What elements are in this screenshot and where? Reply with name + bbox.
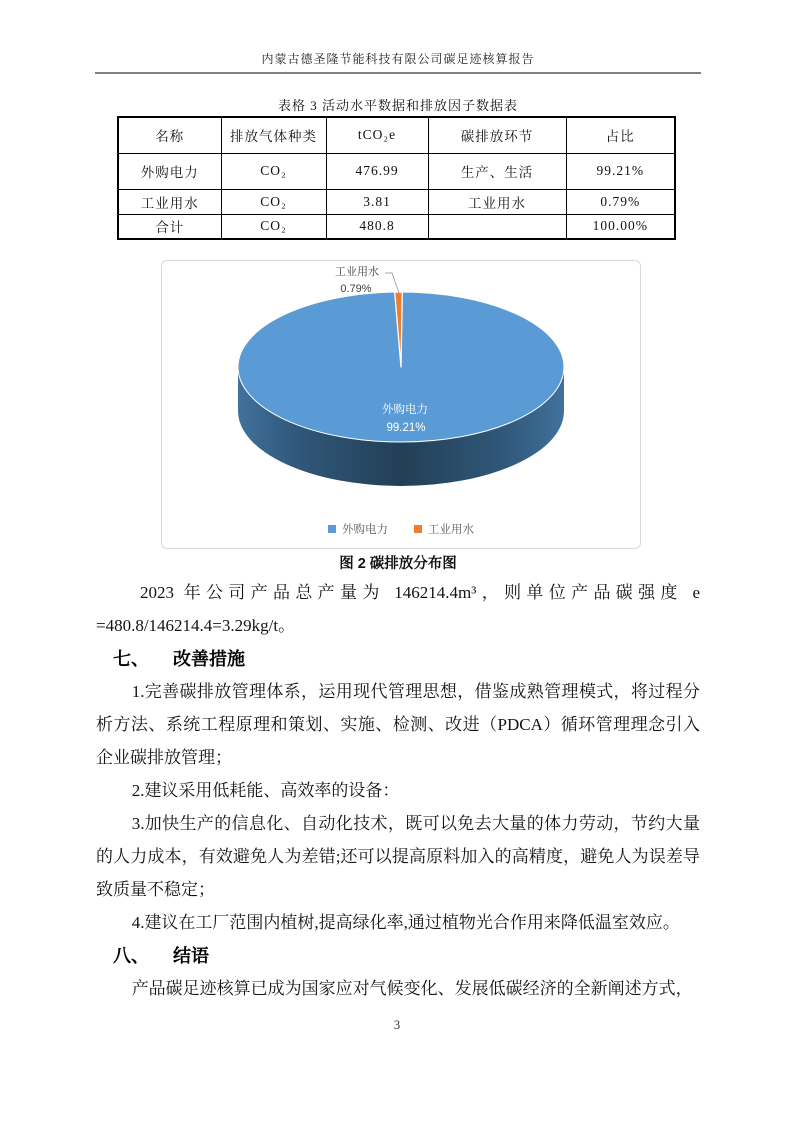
emission-data-table xyxy=(117,116,676,240)
table-header-row xyxy=(118,117,675,153)
section-title: 改善措施 xyxy=(173,649,245,669)
table-row-total xyxy=(118,214,675,239)
cell-share: 100.00% xyxy=(566,214,675,239)
callout-label-pct: 0.79% xyxy=(340,283,372,295)
main-slice-label-name: 外购电力 xyxy=(382,404,428,416)
legend-label: 工业用水 xyxy=(428,524,474,536)
legend-label: 外购电力 xyxy=(342,524,388,536)
cell-stage: 生产、生活 xyxy=(428,153,566,189)
section-number: 七、 xyxy=(113,649,149,669)
body-text xyxy=(96,576,700,1005)
section7-paragraph-1: 1.完善碳排放管理体系，运用现代管理思想，借鉴成熟管理模式，将过程分析方法、系统工程原理和策划、实施、检测、改进（PDCA）循环管理理念引入企业碳排放管理； xyxy=(96,682,700,767)
cell-name: 外购电力 xyxy=(118,153,221,189)
table-row xyxy=(118,153,675,189)
section7-paragraph-2: 2.建议采用低耗能、高效率的设备： xyxy=(131,781,400,800)
intro-paragraph-line1: 2023 年公司产品总产量为 146214.4m³，则单位产品碳强度 e xyxy=(140,583,700,602)
cell-share: 99.21% xyxy=(566,153,675,189)
cell-gas: CO₂ xyxy=(221,214,326,239)
cell-stage: 工业用水 xyxy=(428,189,566,214)
main-slice-label-pct: 99.21% xyxy=(386,422,426,434)
col-header-name: 名称 xyxy=(118,117,221,153)
cell-gas: CO₂ xyxy=(221,189,326,214)
section7-paragraph-4: 4.建议在工厂范围内植树,提高绿化率,通过植物光合作用来降低温室效应。 xyxy=(131,913,680,932)
document-header-title: 内蒙古德圣隆节能科技有限公司碳足迹核算报告 xyxy=(95,50,701,74)
cell-tco2e: 3.81 xyxy=(326,189,428,214)
cell-name: 工业用水 xyxy=(118,189,221,214)
section-heading-8 xyxy=(113,943,700,969)
cell-tco2e: 480.8 xyxy=(326,214,428,239)
col-header-gas-type: 排放气体种类 xyxy=(221,117,326,153)
legend-swatch-orange-icon xyxy=(414,525,422,533)
section-title: 结语 xyxy=(173,946,209,966)
cell-name: 合计 xyxy=(118,214,221,239)
section8-paragraph-1: 产品碳足迹核算已成为国家应对气候变化、发展低碳经济的全新阐述方式， xyxy=(131,979,693,998)
callout-leader-line xyxy=(385,273,399,293)
callout-label-name: 工业用水 xyxy=(335,266,379,278)
col-header-stage: 碳排放环节 xyxy=(428,117,566,153)
col-header-share: 占比 xyxy=(566,117,675,153)
pie-chart xyxy=(161,260,641,549)
section7-paragraph-3: 3.加快生产的信息化、自动化技术，既可以免去大量的体力劳动，节约大量的人力成本，有效避免人为差错;还可以提高原料加入的高精度，避免人为误差导致质量不稳定； xyxy=(96,814,700,899)
legend-item-electricity xyxy=(328,521,388,537)
cell-tco2e: 476.99 xyxy=(326,153,428,189)
section-heading-7 xyxy=(113,646,700,672)
pie-chart-canvas xyxy=(162,261,640,548)
page-number: 3 xyxy=(393,1018,401,1032)
cell-share: 0.79% xyxy=(566,189,675,214)
section-number: 八、 xyxy=(113,946,149,966)
figure-caption: 图 2 碳排放分布图 xyxy=(339,556,457,572)
table-caption: 表格 3 活动水平数据和排放因子数据表 xyxy=(277,98,518,113)
intro-paragraph-line2: =480.8/146214.4=3.29kg/t。 xyxy=(96,616,296,635)
legend-item-water xyxy=(414,521,474,537)
legend-swatch-blue-icon xyxy=(328,525,336,533)
col-header-tco2e: tCO₂e xyxy=(326,117,428,153)
chart-legend xyxy=(162,521,640,537)
table-row xyxy=(118,189,675,214)
cell-stage xyxy=(428,214,566,239)
cell-gas: CO₂ xyxy=(221,153,326,189)
